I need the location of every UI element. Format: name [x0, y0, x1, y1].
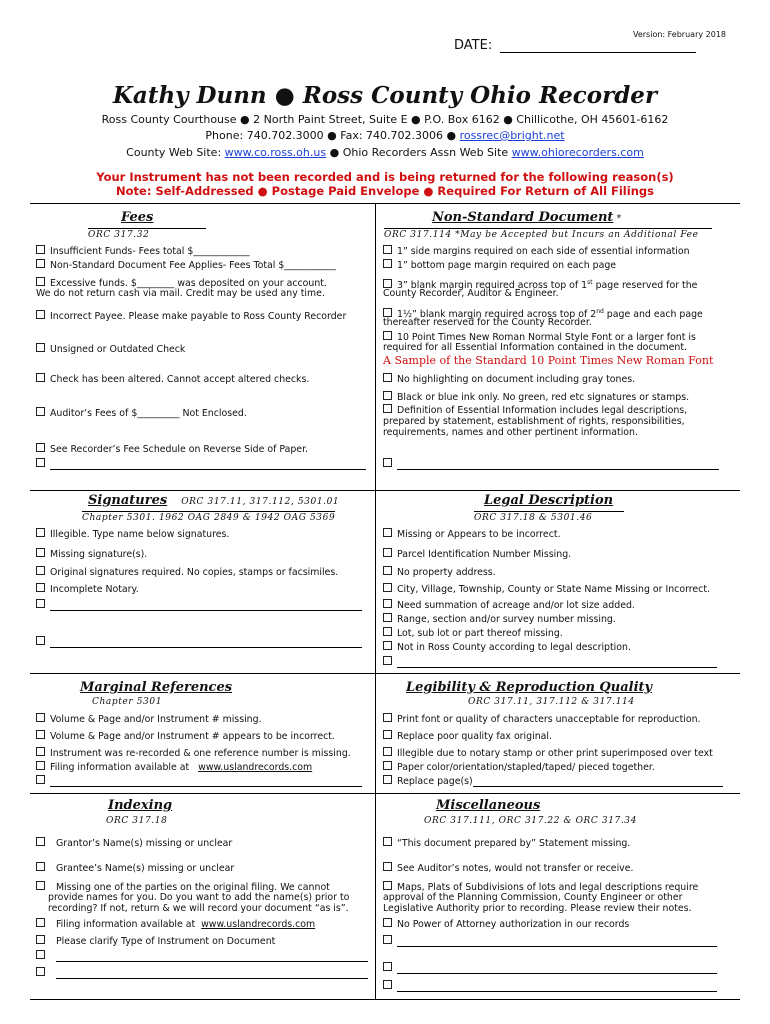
uslandrecords-link[interactable]: www.uslandrecords.com	[201, 919, 316, 930]
legal-orc: ORC 317.18 & 5301.46	[474, 511, 624, 523]
legal-item: Range, section and/or survey number missing.	[383, 613, 616, 625]
checkbox[interactable]	[383, 881, 392, 890]
fees-item: Excessive funds. $________ was deposited on your account.	[36, 277, 327, 289]
divider	[30, 999, 740, 1000]
nonstandard-header	[432, 210, 621, 225]
idx-blank[interactable]	[36, 967, 368, 979]
ns-item: 1½” blank margin required across top of 2nd page and each page	[383, 306, 703, 320]
marg-item: Volume & Page and/or Instrument # missing.	[36, 713, 262, 725]
legal-blank[interactable]	[383, 656, 717, 668]
column-divider	[375, 673, 376, 793]
checkbox[interactable]	[36, 837, 45, 846]
checkbox[interactable]	[383, 962, 392, 971]
checkbox[interactable]	[36, 730, 45, 739]
notice-line-1: Your Instrument has not been recorded and is being returned for the following reason(s)	[96, 170, 674, 184]
date-label: DATE:	[454, 38, 493, 53]
checkbox[interactable]	[36, 967, 45, 976]
legibility-heading: Legibility & Reproduction Quality	[406, 680, 653, 695]
marg-item: Instrument was re-recorded & one reference number is missing.	[36, 747, 351, 759]
checkbox[interactable]	[383, 391, 392, 400]
checkbox[interactable]	[383, 713, 392, 722]
legal-item: No property address.	[383, 566, 496, 578]
asterisk: *	[616, 213, 622, 224]
blank-line[interactable]	[397, 658, 717, 668]
blank-line[interactable]	[397, 964, 717, 974]
checkbox[interactable]	[36, 599, 45, 608]
divider	[30, 490, 740, 491]
idx-item: Grantor’s Name(s) missing or unclear	[36, 837, 232, 849]
legal-item: Lot, sub lot or part thereof missing.	[383, 627, 563, 639]
phone-line	[0, 129, 770, 142]
uslandrecords-link[interactable]: www.uslandrecords.com	[198, 762, 313, 773]
idx-item-cont: provide names for you. Do you want to add the name(s) prior to	[48, 892, 350, 903]
checkbox[interactable]	[383, 279, 392, 288]
misc-blank[interactable]	[383, 962, 717, 974]
indexing-orc: ORC 317.18	[106, 816, 168, 826]
misc-item: “This document prepared by” Statement missing.	[383, 837, 630, 849]
checkbox[interactable]	[36, 636, 45, 645]
fees-item: Insufficient Funds- Fees total $____________	[36, 245, 250, 257]
misc-heading: Miscellaneous	[436, 798, 541, 813]
checkbox[interactable]	[383, 918, 392, 927]
checkbox[interactable]	[36, 407, 45, 416]
legal-item: Not in Ross County according to legal description.	[383, 641, 631, 653]
checkbox[interactable]	[36, 583, 45, 592]
column-divider	[375, 490, 376, 673]
sig-blank[interactable]	[36, 636, 362, 648]
checkbox[interactable]	[383, 980, 392, 989]
checkbox[interactable]	[383, 775, 392, 784]
nonstandard-heading: Non-Standard Document	[432, 210, 614, 225]
blank-line[interactable]	[56, 952, 368, 962]
fees-item: Auditor’s Fees of $_________ Not Enclosed.	[36, 407, 247, 419]
checkbox[interactable]	[383, 613, 392, 622]
legal-item: Missing or Appears to be incorrect.	[383, 528, 561, 540]
checkbox[interactable]	[36, 918, 45, 927]
checkbox[interactable]	[36, 343, 45, 352]
legal-item: City, Village, Township, County or State Name Missing or Incorrect.	[383, 583, 710, 595]
date-line[interactable]	[500, 40, 696, 53]
checkbox[interactable]	[36, 443, 45, 452]
sig-item: Original signatures required. No copies, stamps or facsimiles.	[36, 566, 338, 578]
idx-item: Filing information available at www.uslandrecords.com	[36, 918, 315, 930]
blank-line[interactable]	[473, 777, 723, 787]
checkbox[interactable]	[383, 656, 392, 665]
checkbox[interactable]	[383, 641, 392, 650]
checkbox[interactable]	[383, 566, 392, 575]
font-sample: A Sample of the Standard 10 Point Times New Roman Font	[383, 354, 714, 367]
divider	[30, 793, 740, 794]
fees-orc: ORC 317.32	[88, 228, 206, 240]
checkbox[interactable]	[383, 935, 392, 944]
idx-item-cont: recording? If not, return & we will record your document “as is”.	[48, 903, 349, 914]
checkbox[interactable]	[383, 331, 392, 340]
marg-item: Volume & Page and/or Instrument # appears to be incorrect.	[36, 730, 335, 742]
sig-blank[interactable]	[36, 599, 362, 611]
fees-heading: Fees	[121, 210, 154, 225]
misc-blank[interactable]	[383, 935, 717, 947]
checkbox[interactable]	[383, 259, 392, 268]
page-title: Kathy Dunn ● Ross County Ohio Recorder	[112, 82, 658, 109]
idx-item: Please clarify Type of Instrument on Document	[36, 935, 275, 947]
notice-line-2: Note: Self-Addressed ● Postage Paid Envelope ● Required For Return of All Filings	[116, 184, 654, 198]
checkbox[interactable]	[36, 458, 45, 467]
legal-heading: Legal Description	[484, 493, 614, 508]
blank-line[interactable]	[50, 777, 362, 787]
blank-line[interactable]	[397, 937, 717, 947]
misc-orc: ORC 317.111, ORC 317.22 & ORC 317.34	[424, 816, 637, 826]
checkbox[interactable]	[383, 373, 392, 382]
fees-item: Incorrect Payee. Please make payable to Ross County Recorder	[36, 310, 346, 322]
checkbox[interactable]	[383, 404, 392, 413]
misc-item: No Power of Attorney authorization in our records	[383, 918, 629, 930]
ns-item: 1” bottom page margin required on each page	[383, 259, 616, 271]
ns-blank[interactable]	[383, 458, 719, 470]
blank-line[interactable]	[397, 982, 717, 992]
checkbox[interactable]	[36, 862, 45, 871]
signatures-heading: Signatures	[88, 493, 168, 508]
misc-item-cont: Legislative Authority prior to recording. Please review their notes.	[383, 903, 692, 914]
fees-item: Unsigned or Outdated Check	[36, 343, 185, 355]
sig-item: Missing signature(s).	[36, 548, 147, 560]
blank-line[interactable]	[50, 601, 362, 611]
column-divider	[375, 793, 376, 999]
legal-item: Parcel Identification Number Missing.	[383, 548, 571, 560]
checkbox[interactable]	[36, 528, 45, 537]
indexing-heading: Indexing	[108, 798, 173, 813]
assn-web-link[interactable]: www.ohiorecorders.com	[511, 146, 644, 159]
ns-item: Definition of Essential Information includes legal descriptions, prepared by statement, establishment of rights, responsibilities, requirements, names and other pertinent information.	[383, 405, 688, 438]
ns-item: 3” blank margin required across top of 1st page reserved for the	[383, 277, 697, 291]
misc-blank[interactable]	[383, 980, 717, 992]
checkbox[interactable]	[36, 277, 45, 286]
misc-item: See Auditor’s notes, would not transfer or receive.	[383, 862, 633, 874]
version-label: Version: February 2018	[632, 30, 726, 39]
checkbox[interactable]	[383, 761, 392, 770]
checkbox[interactable]	[36, 881, 45, 890]
blank-line[interactable]	[397, 460, 719, 470]
phone-text: Phone: 740.702.3000 ● Fax: 740.702.3006 ●	[205, 129, 457, 142]
checkbox[interactable]	[36, 761, 45, 770]
checkbox[interactable]	[36, 713, 45, 722]
checkbox[interactable]	[383, 308, 392, 317]
checkbox[interactable]	[36, 373, 45, 382]
idx-item: Grantee’s Name(s) missing or unclear	[36, 862, 234, 874]
marg-item: Filing information available at www.uslandrecords.com	[36, 761, 312, 773]
signatures-header	[88, 493, 339, 508]
signatures-orc-1: ORC 317.11, 317.112, 5301.01	[181, 497, 340, 507]
checkbox[interactable]	[383, 627, 392, 636]
county-web-link[interactable]: www.co.ross.oh.us	[224, 146, 327, 159]
sig-item: Incomplete Notary.	[36, 583, 139, 595]
leg-item[interactable]: Replace page(s)	[383, 775, 723, 787]
fees-item: Non-Standard Document Fee Applies- Fees Total $___________	[36, 259, 336, 271]
web-label: County Web Site:	[126, 146, 222, 159]
checkbox[interactable]	[36, 245, 45, 254]
fees-item-cont: We do not return cash via mail. Credit may be used any time.	[36, 288, 325, 299]
checkbox[interactable]	[383, 730, 392, 739]
date-field[interactable]	[454, 38, 696, 53]
idx-item: Missing one of the parties on the original filing. We cannot	[36, 881, 330, 893]
leg-item: Replace poor quality fax original.	[383, 730, 552, 742]
blank-line[interactable]	[56, 969, 368, 979]
checkbox[interactable]	[383, 583, 392, 592]
nonstandard-orc: ORC 317.114 *May be Accepted but Incurs an Additional Fee	[384, 228, 712, 240]
marginal-heading: Marginal References	[80, 680, 233, 695]
blank-line[interactable]	[50, 460, 366, 470]
checkbox[interactable]	[383, 599, 392, 608]
checkbox[interactable]	[36, 775, 45, 784]
checkbox[interactable]	[383, 862, 392, 871]
legal-item: Need summation of acreage and/or lot size added.	[383, 599, 635, 611]
ns-item-cont: thereafter reserved for the County Recorder.	[383, 317, 592, 328]
checkbox[interactable]	[36, 566, 45, 575]
legibility-orc: ORC 317.11, 317.112 & 317.114	[468, 697, 635, 707]
ns-item-cont: County Recorder, Auditor & Engineer.	[383, 288, 559, 299]
fees-item: See Recorder’s Fee Schedule on Reverse Side of Paper.	[36, 443, 308, 455]
divider	[30, 673, 740, 674]
signatures-orc-2: Chapter 5301. 1962 OAG 2849 & 1942 OAG 5369	[82, 513, 336, 523]
ns-item: Black or blue ink only. No green, red etc signatures or stamps.	[383, 391, 689, 403]
leg-item: Paper color/orientation/stapled/taped/ pieced together.	[383, 761, 655, 773]
checkbox[interactable]	[383, 528, 392, 537]
checkbox[interactable]	[383, 747, 392, 756]
ns-item-cont: required for all Essential Information contained in the document.	[383, 342, 687, 353]
checkbox[interactable]	[36, 950, 45, 959]
checkbox[interactable]	[383, 458, 392, 467]
checkbox[interactable]	[36, 747, 45, 756]
assn-label: ● Ohio Recorders Assn Web Site	[329, 146, 509, 159]
misc-item: Maps, Plats of Subdivisions of lots and legal descriptions require	[383, 881, 698, 893]
address-line: Ross County Courthouse ● 2 North Paint Street, Suite E ● P.O. Box 6162 ● Chillicothe, OH 45601-6162	[101, 113, 669, 126]
ns-item: 1” side margins required on each side of essential information	[383, 245, 690, 257]
column-divider	[375, 203, 376, 490]
fees-blank[interactable]	[36, 458, 366, 470]
blank-line[interactable]	[50, 638, 362, 648]
marginal-orc: Chapter 5301	[92, 697, 163, 707]
checkbox[interactable]	[36, 259, 45, 268]
misc-item-cont: approval of the Planning Commission, County Engineer or other	[383, 892, 683, 903]
checkbox[interactable]	[36, 935, 45, 944]
leg-item: Print font or quality of characters unacceptable for reproduction.	[383, 713, 701, 725]
ns-item: No highlighting on document including gray tones.	[383, 373, 635, 385]
checkbox[interactable]	[36, 548, 45, 557]
web-line	[0, 146, 770, 159]
divider	[30, 203, 740, 204]
checkbox[interactable]	[383, 837, 392, 846]
fees-item: Check has been altered. Cannot accept altered checks.	[36, 373, 309, 385]
marg-blank[interactable]	[36, 775, 362, 787]
checkbox[interactable]	[383, 245, 392, 254]
ns-item: 10 Point Times New Roman Normal Style Font or a larger font is	[383, 331, 696, 343]
checkbox[interactable]	[383, 548, 392, 557]
email-link[interactable]: rossrec@bright.net	[459, 129, 565, 142]
sig-item: Illegible. Type name below signatures.	[36, 528, 229, 540]
leg-item: Illegible due to notary stamp or other print superimposed over text	[383, 747, 713, 759]
checkbox[interactable]	[36, 310, 45, 319]
idx-blank[interactable]	[36, 950, 368, 962]
